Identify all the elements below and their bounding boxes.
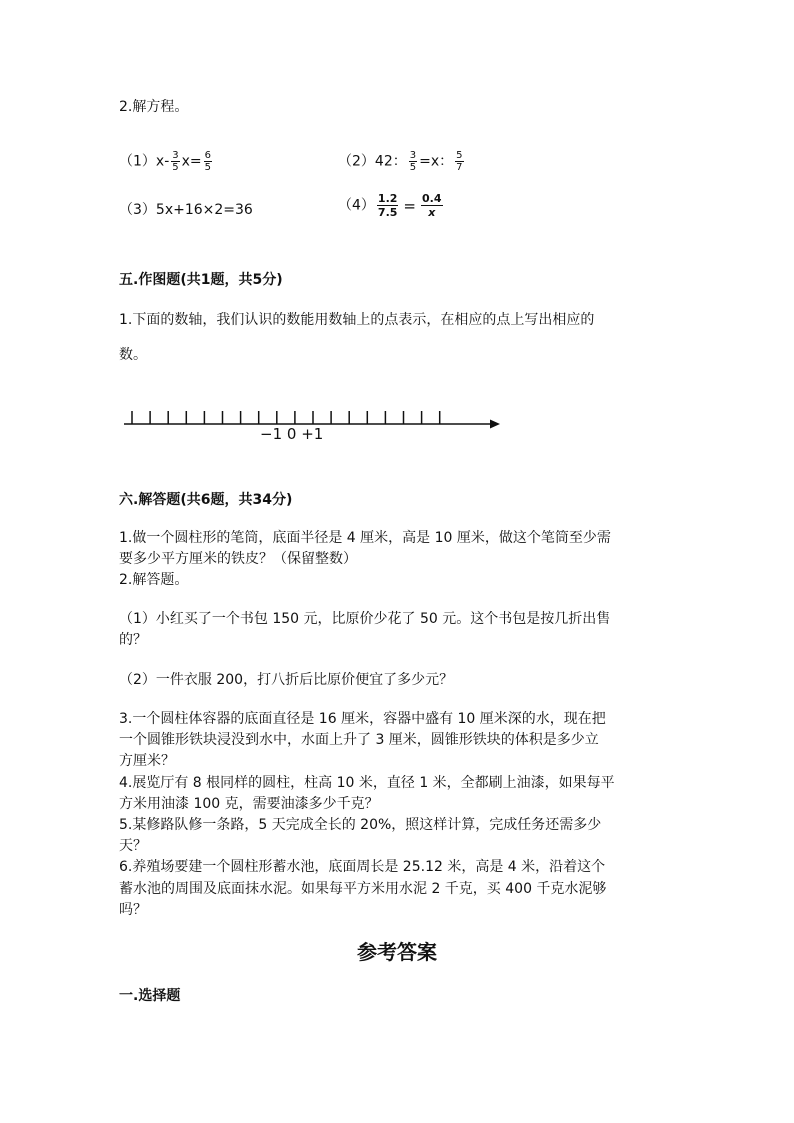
q3-line-2: 一个圆锥形铁块浸没到水中，水面上升了 3 厘米，圆锥形铁块的体积是多少立 xyxy=(119,732,599,749)
q3-line-3: 方厘米？ xyxy=(119,753,175,770)
eq4-prefix: （4） xyxy=(338,197,375,214)
q5-line-2: 天？ xyxy=(119,838,147,855)
equation-3: （3）5x+16×2=36 xyxy=(119,202,253,218)
q6-line-3: 吗？ xyxy=(119,901,147,918)
section-6-q2-2: （2）一件衣服 200，打八折后比原价便宜了多少元？ xyxy=(119,672,454,688)
number-line-ticks xyxy=(132,411,440,424)
number-line-labels: −1 0 +1 xyxy=(260,425,324,443)
equation-2 xyxy=(338,150,466,173)
eq1-f1-num: 3 xyxy=(172,150,179,161)
eq2-f1-num: 3 xyxy=(409,150,417,161)
q1-line-1: 1.做一个圆柱形的笔筒，底面半径是 4 厘米，高是 10 厘米，做这个笔筒至少需 xyxy=(119,530,611,546)
eq4-f1-num: 1.2 xyxy=(377,192,398,205)
q6-line-1: 6.养殖场要建一个圆柱形蓄水池，底面周长是 25.12 米，高是 4 米，沿着这个 xyxy=(119,859,606,876)
eq2-fraction-1 xyxy=(409,150,417,173)
answer-section-1: 一.选择题 xyxy=(119,988,181,1004)
section-5-q1-line2: 数。 xyxy=(119,347,147,363)
eq1-mid: x= xyxy=(181,153,202,170)
q1-line-2: 要多少平方厘米的铁皮？（保留整数） xyxy=(119,551,357,567)
q2-title: 2.解答题。 xyxy=(119,572,189,588)
answer-title: 参考答案 xyxy=(357,940,437,964)
q4-line-2: 方米用油漆 100 克，需要油漆多少千克？ xyxy=(119,795,379,812)
equation-4 xyxy=(338,192,445,219)
eq4-f1-den: 7.5 xyxy=(377,206,398,219)
eq1-prefix: （1）x- xyxy=(119,153,170,170)
eq2-mid: =x： xyxy=(419,153,454,170)
section-6-q3-to-q6 xyxy=(119,709,615,921)
question-2-title: 2.解方程。 xyxy=(119,99,189,115)
q5-line-1: 5.某修路队修一条路，5 天完成全长的 20%，照这样计算，完成任务还需多少 xyxy=(119,817,602,834)
eq1-fraction-2 xyxy=(204,150,212,173)
eq1-f2-den: 5 xyxy=(204,162,212,173)
eq2-prefix: （2）42： xyxy=(338,153,407,170)
q4-line-1: 4.展览厅有 8 根同样的圆柱，柱高 10 米，直径 1 米，全都刷上油漆，如果每平 xyxy=(119,774,615,791)
eq2-f2-num: 5 xyxy=(456,150,463,161)
eq2-f1-den: 5 xyxy=(409,162,417,173)
eq4-fraction-1 xyxy=(377,192,399,219)
eq1-f2-num: 6 xyxy=(204,150,212,161)
eq2-fraction-2 xyxy=(455,150,463,173)
equation-1 xyxy=(119,150,214,173)
q3-line-1: 3.一个圆柱体容器的底面直径是 16 厘米，容器中盛有 10 厘米深的水，现在把 xyxy=(119,711,606,727)
section-5-q1-line1: 1.下面的数轴，我们认识的数能用数轴上的点表示，在相应的点上写出相应的 xyxy=(119,312,595,328)
q2-1-line-1: （1）小红买了一个书包 150 元，比原价少花了 50 元。这个书包是按几折出售 xyxy=(119,611,611,627)
eq1-fraction-1 xyxy=(171,150,179,173)
section-5-heading: 五.作图题(共1题，共5分) xyxy=(119,272,283,288)
section-6-q1 xyxy=(119,528,611,591)
eq1-f1-den: 5 xyxy=(172,162,179,173)
section-6-heading: 六.解答题(共6题，共34分) xyxy=(119,492,293,508)
q2-1-line-2: 的？ xyxy=(119,632,147,648)
eq4-f2-num: 0.4 xyxy=(422,192,442,205)
q6-line-2: 蓄水池的周围及底面抹水泥。如果每平方米用水泥 2 千克，买 400 千克水泥够 xyxy=(119,880,607,897)
eq4-fraction-2 xyxy=(421,192,443,219)
section-6-q2-1 xyxy=(119,609,610,651)
eq4-f2-den: x xyxy=(428,206,436,219)
eq2-f2-den: 7 xyxy=(456,162,463,173)
number-line-arrow xyxy=(490,420,500,429)
eq4-equals: = xyxy=(403,196,416,215)
